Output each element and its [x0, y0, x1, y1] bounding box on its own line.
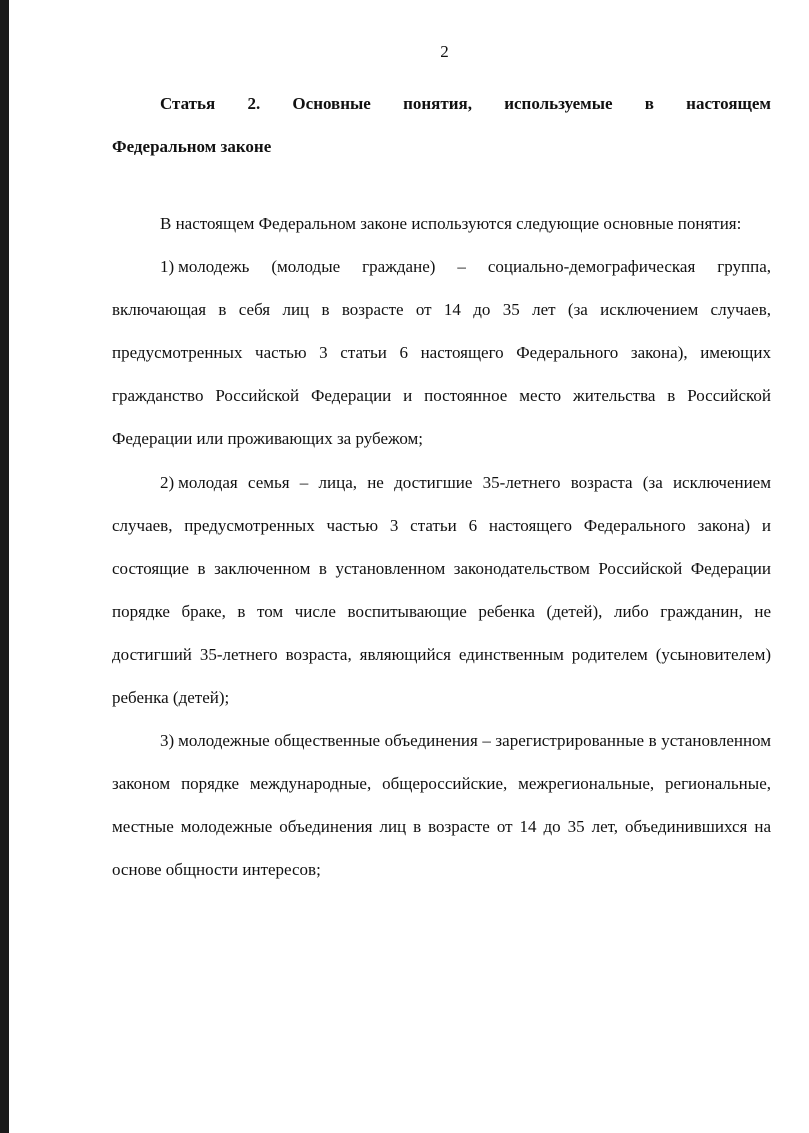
article-body — [112, 202, 771, 892]
item-number: 1) — [160, 257, 175, 277]
page-left-edge — [0, 0, 9, 1133]
item-text: молодая семья – лица, не достигшие 35-летнего возраста (за исключением случаев, предусмотренных частью 3 статьи 6 настоящего Федерального закона) и состоящие в заключенном в установленном законодательством Российской Федерации порядке браке, в том числе воспитывающие ребенка (детей), либо гражданин, не достигший 35-летнего возраста, являющийся единственным родителем (усыновителем) ребенка (детей); — [112, 472, 771, 708]
item-number: 3) — [160, 731, 175, 751]
definition-item-2 — [112, 461, 771, 720]
item-number: 2) — [160, 472, 175, 492]
article-title-line-1: Статья 2. Основные понятия, используемые в настоящем — [160, 94, 771, 113]
definition-item-1 — [112, 245, 771, 460]
item-text: молодежь (молодые граждане) – социально-демографическая группа, включающая в себя лиц в возрасте от 14 до 35 лет (за исключением случаев, предусмотренных частью 3 статьи 6 настоящего Федерального закона), имеющих гражданство Российской Федерации и постоянное место жительства в Российской Федерации или проживающих за рубежом; — [112, 257, 771, 449]
item-text: молодежные общественные объединения – зарегистрированные в установленном законом порядке международные, общероссийские, межрегиональные, региональные, местные молодежные объединения лиц в возрасте от 14 до 35 лет, объединившихся на основе общности интересов; — [112, 731, 771, 880]
page-number: 2 — [440, 42, 449, 61]
article-title-line-2: Федеральном законе — [112, 137, 272, 156]
article-title — [112, 82, 771, 168]
definition-item-3 — [112, 719, 771, 891]
intro-paragraph: В настоящем Федеральном законе используются следующие основные понятия: — [160, 214, 742, 233]
